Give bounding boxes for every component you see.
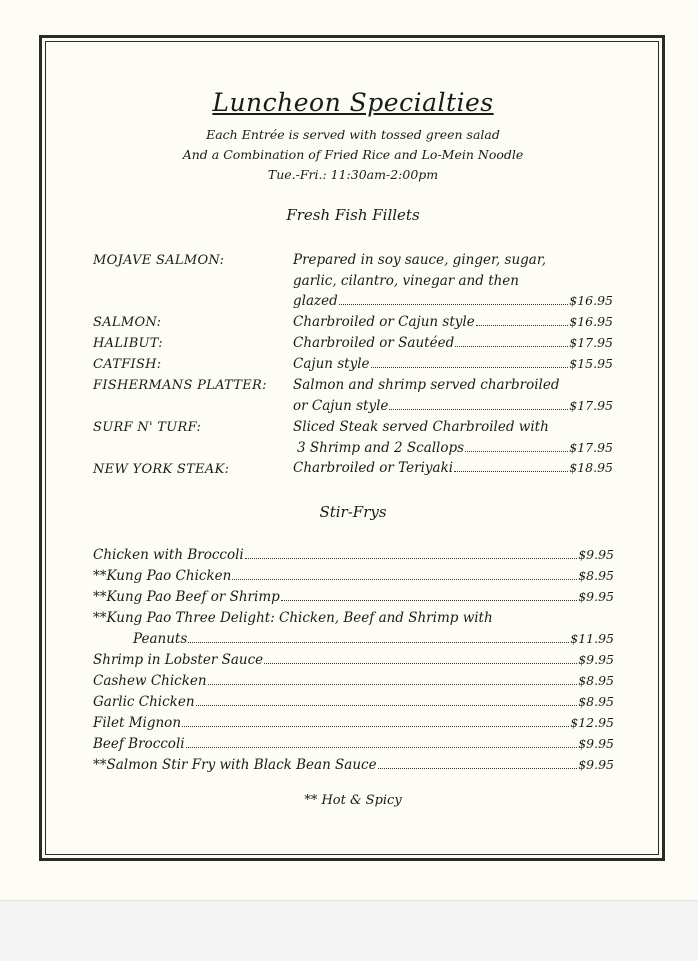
- price-halibut: $17.95: [569, 335, 613, 350]
- stirfry-item-name: Cashew Chicken: [93, 673, 207, 689]
- dot-leader: [339, 304, 568, 305]
- stirfry-item: [93, 547, 614, 563]
- stirfry-item: [93, 568, 614, 584]
- stirfry-item-price: $12.95: [570, 715, 614, 730]
- stirfry-item: [93, 694, 614, 710]
- dot-leader: [389, 409, 568, 410]
- dot-leader: [182, 726, 569, 727]
- fish-desc-steak: Charbroiled or Teriyaki: [293, 460, 454, 476]
- dot-leader: [455, 346, 568, 347]
- fish-line-mojave: [293, 293, 613, 309]
- hours-line: Tue.-Fri.: 11:30am-2:00pm: [267, 167, 439, 182]
- dot-leader: [264, 663, 577, 664]
- dot-leader: [196, 705, 578, 706]
- stirfry-item-price: $8.95: [578, 568, 614, 583]
- stirfry-item: [93, 673, 614, 689]
- stirfry-item-price: $9.95: [578, 736, 614, 751]
- fish-name-surf: SURF N' TURF:: [93, 420, 202, 435]
- fish-line-halibut: [293, 335, 613, 351]
- fish-line-salmon: [293, 314, 613, 330]
- subtitle-line-2: And a Combination of Fried Rice and Lo-Mein Noodle: [182, 147, 524, 162]
- stirfry-item-name: Chicken with Broccoli: [93, 547, 244, 563]
- fish-desc-mojave-2: garlic, cilantro, vinegar and then: [293, 273, 519, 289]
- stirfry-item: [93, 589, 614, 605]
- fish-desc-platter-1: Salmon and shrimp served charbroiled: [293, 377, 560, 393]
- fish-line-platter: [293, 398, 613, 414]
- dot-leader: [465, 451, 568, 452]
- stirfry-item-name: **Kung Pao Three Delight: Chicken, Beef and Shrimp with: [93, 610, 493, 626]
- stirfry-item-name: **Kung Pao Beef or Shrimp: [93, 589, 280, 605]
- stirfry-item-price: $11.95: [570, 631, 614, 646]
- stirfry-item-name: Beef Broccoli: [93, 736, 185, 752]
- dot-leader: [371, 367, 569, 368]
- fish-name-platter: FISHERMANS PLATTER:: [93, 378, 267, 393]
- dot-leader: [186, 747, 578, 748]
- hot-spicy-footnote: ** Hot & Spicy: [304, 793, 402, 808]
- scan-background: [0, 900, 698, 961]
- fish-desc-surf-2: 3 Shrimp and 2 Scallops: [297, 440, 465, 456]
- stirfry-item-price: $9.95: [578, 652, 614, 667]
- section-heading-stirfry: Stir-Frys: [319, 503, 387, 521]
- fish-line-surf: [297, 440, 613, 456]
- price-salmon: $16.95: [569, 314, 613, 329]
- stirfry-item: [133, 631, 614, 647]
- fish-line-steak: [293, 460, 613, 476]
- fish-name-salmon: SALMON:: [93, 315, 162, 330]
- fish-desc-surf-1: Sliced Steak served Charbroiled with: [293, 419, 549, 435]
- price-surf: $17.95: [569, 440, 613, 455]
- dot-leader: [245, 558, 577, 559]
- stirfry-item-name: Filet Mignon: [93, 715, 182, 731]
- stirfry-item-price: $9.95: [578, 589, 614, 604]
- dot-leader: [454, 471, 568, 472]
- fish-desc-platter-2: or Cajun style: [293, 398, 389, 414]
- stirfry-item-name: **Kung Pao Chicken: [93, 568, 232, 584]
- stirfry-item: [93, 715, 614, 731]
- price-mojave: $16.95: [569, 293, 613, 308]
- fish-name-catfish: CATFISH:: [93, 357, 162, 372]
- subtitle-line-1: Each Entrée is served with tossed green salad: [206, 127, 500, 142]
- stirfry-item-price: $9.95: [578, 757, 614, 772]
- section-heading-fish: Fresh Fish Fillets: [286, 206, 420, 224]
- stirfry-item: [93, 736, 614, 752]
- stirfry-item-name: Shrimp in Lobster Sauce: [93, 652, 264, 668]
- fish-desc-catfish: Cajun style: [293, 356, 370, 372]
- dot-leader: [378, 768, 578, 769]
- stirfry-item-name: Peanuts: [133, 631, 188, 647]
- fish-desc-mojave-1: Prepared in soy sauce, ginger, sugar,: [293, 252, 547, 268]
- stirfry-item-price: $8.95: [578, 694, 614, 709]
- dot-leader: [476, 325, 569, 326]
- fish-name-mojave: MOJAVE SALMON:: [93, 253, 225, 268]
- fish-desc-salmon: Charbroiled or Cajun style: [293, 314, 475, 330]
- dot-leader: [188, 642, 569, 643]
- stirfry-item: [93, 757, 614, 773]
- price-platter: $17.95: [569, 398, 613, 413]
- menu-title: Luncheon Specialties: [212, 88, 494, 117]
- dot-leader: [232, 579, 577, 580]
- fish-name-halibut: HALIBUT:: [93, 336, 163, 351]
- fish-line-catfish: [293, 356, 613, 372]
- stirfry-item-name: **Salmon Stir Fry with Black Bean Sauce: [93, 757, 377, 773]
- fish-desc-halibut: Charbroiled or Sautéed: [293, 335, 455, 351]
- stirfry-item-name: Garlic Chicken: [93, 694, 195, 710]
- stirfry-item-price: $9.95: [578, 547, 614, 562]
- price-steak: $18.95: [569, 460, 613, 475]
- price-catfish: $15.95: [569, 356, 613, 371]
- dot-leader: [208, 684, 578, 685]
- stirfry-item: [93, 652, 614, 668]
- stirfry-item-price: $8.95: [578, 673, 614, 688]
- dot-leader: [281, 600, 577, 601]
- fish-name-steak: NEW YORK STEAK:: [93, 462, 230, 477]
- fish-desc-mojave-3: glazed: [293, 293, 338, 309]
